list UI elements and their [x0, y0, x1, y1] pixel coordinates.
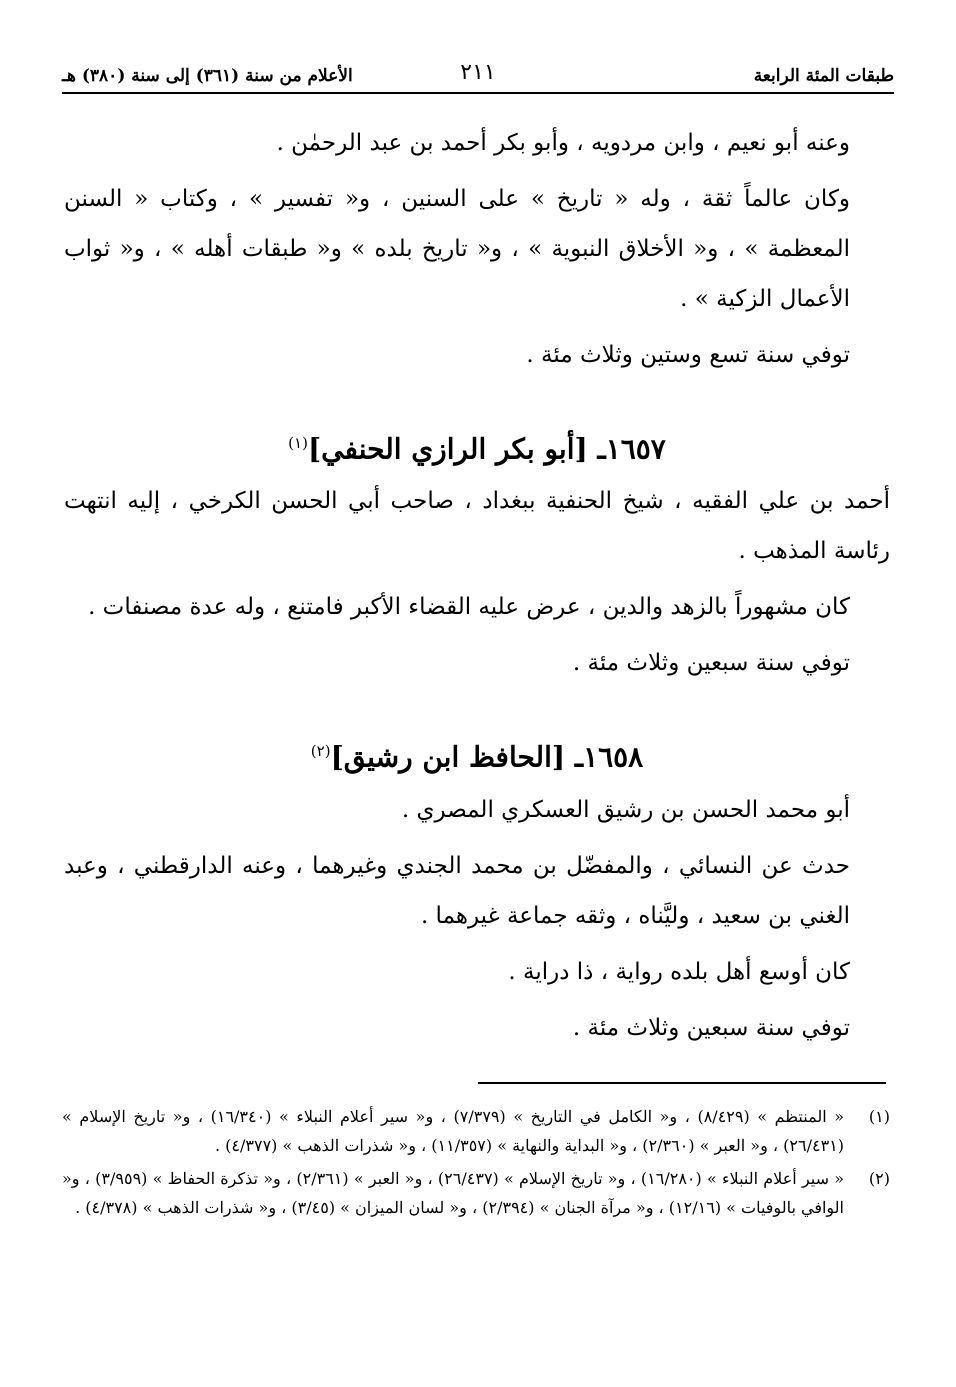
footnote-divider	[478, 1082, 886, 1084]
entry-title-1658: ١٦٥٨ـ [الحافظ ابن رشيق]	[330, 740, 644, 774]
header-divider	[62, 92, 894, 94]
footnote-1-text: « المنتظم » (٨/٤٢٩) ، و« الكامل في التاريخ » (٧/٣٧٩) ، و« سير أعلام النبلاء » (١٦/٣٤٠) ، و« تاريخ الإسلام » (٢٦/٤٣١) ، و« العبر » (٢/٣٦٠) ، و« البداية والنهاية » (١١/٣٥٧) ، و« شذرات الذهب » (٤/٣٧٧) .	[62, 1107, 845, 1155]
entry-1657-death: توفي سنة سبعين وثلاث مئة .	[572, 650, 850, 677]
running-header	[62, 62, 894, 90]
header-book-section: طبقات المئة الرابعة	[753, 66, 894, 86]
footnote-2-text: « سير أعلام النبلاء » (١٦/٢٨٠) ، و« تاريخ الإسلام » (٢٦/٤٣٧) ، و« العبر » (٢/٣٦١) ، و« تذكرة الحفاظ » (٣/٩٥٩) ، و« الوافي بالوفيات » (١٢/١٦) ، و« مرآة الجنان » (٢/٣٩٤) ، و« لسان الميزان » (٣/٤٥) ، و« شذرات الذهب » (٤/٣٧٨) .	[62, 1169, 845, 1217]
entry-1658-narration: حدث عن النسائي ، والمفضّل بن محمد الجندي وغيرهما ، وعنه الدارقطني ، وعبد الغني بن سعيد ، وليَّناه ، وثقه جماعة غيرهما .	[64, 852, 850, 929]
entry-heading-1658	[64, 726, 890, 782]
page-number: ٢١١	[460, 60, 496, 85]
footnote-2-number: (٢)	[868, 1169, 890, 1188]
entry-1657-lineage: أحمد بن علي الفقيه ، شيخ الحنفية ببغداد ، صاحب أبي الحسن الكرخي ، إليه انتهت رئاسة المذهب .	[64, 488, 890, 565]
entry-1658-name: أبو محمد الحسن بن رشيق العسكري المصري .	[401, 796, 850, 823]
page-body	[64, 118, 890, 1053]
entry-1658-death: توفي سنة سبعين وثلاث مئة .	[572, 1014, 850, 1041]
entry-heading-1657	[64, 418, 890, 474]
footnote-2	[62, 1164, 890, 1222]
entry-title-1657: ١٦٥٧ـ [أبو بكر الرازي الحنفي]	[307, 432, 666, 466]
footnote-1	[62, 1102, 890, 1160]
footnotes	[62, 1102, 890, 1226]
entry-1658-knowledge: كان أوسع أهل بلده رواية ، ذا دراية .	[508, 958, 850, 985]
intro-paragraph-works: وكان عالماً ثقة ، وله « تاريخ » على السنين ، و« تفسير » ، وكتاب « السنن المعظمة » ، و« الأخلاق النبوية » ، و« تاريخ بلده » و« طبقات أهله » ، و« ثواب الأعمال الزكية » .	[64, 186, 850, 312]
footnote-1-number: (١)	[868, 1107, 890, 1126]
entry-1657-character: كان مشهوراً بالزهد والدين ، عرض عليه القضاء الأكبر فامتنع ، وله عدة مصنفات .	[88, 594, 850, 621]
footnote-ref-2: (٢)	[310, 742, 331, 761]
intro-paragraph-death: توفي سنة تسع وستين وثلاث مئة .	[526, 342, 850, 368]
header-year-range: الأعلام من سنة (٣٦١) إلى سنة (٣٨٠) هـ	[62, 66, 353, 86]
intro-paragraph-students: وعنه أبو نعيم ، وابن مردويه ، وأبو بكر أحمد بن عبد الرحمٰن .	[276, 130, 850, 156]
footnote-ref-1: (١)	[288, 434, 308, 452]
